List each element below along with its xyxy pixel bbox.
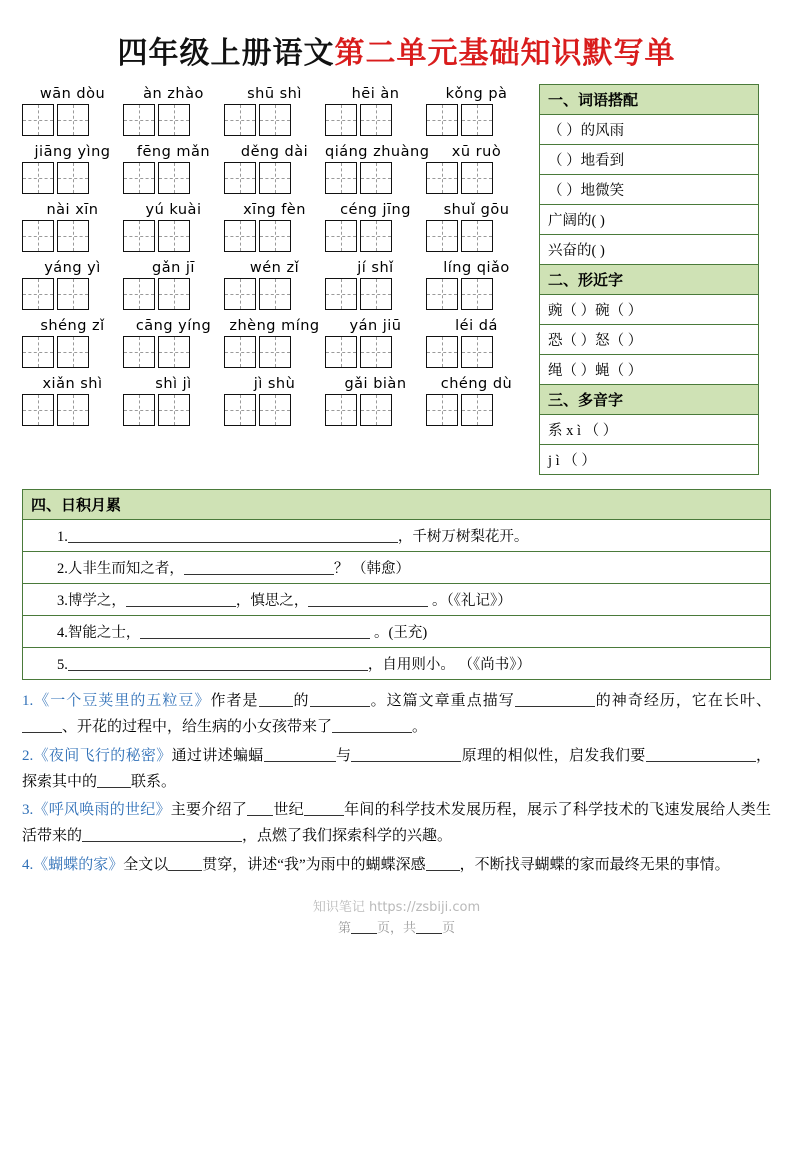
question-text: ，点燃了我们探索科学的兴趣。 — [242, 828, 453, 845]
section1-heading: 一、词语搭配 — [540, 85, 758, 115]
page-title-black: 四年级上册语文 — [117, 37, 335, 70]
accumulation-text: 人非生而知之者， — [67, 561, 184, 577]
pinyin-row — [22, 200, 527, 252]
section1-line[interactable]: （ ）的风雨 — [540, 115, 758, 145]
writing-box[interactable] — [224, 336, 256, 368]
writing-box[interactable] — [224, 394, 256, 426]
question-text: ，探索其中的 — [22, 747, 771, 790]
writing-box[interactable] — [259, 104, 291, 136]
writing-box-group — [426, 104, 527, 136]
accumulation-number: 5. — [57, 657, 68, 673]
writing-box-group — [325, 278, 426, 310]
accumulation-text: 。（《礼记》） — [428, 593, 512, 609]
answer-blank[interactable] — [304, 801, 344, 816]
pinyin-label: xīng fèn — [243, 202, 306, 218]
writing-box[interactable] — [57, 394, 89, 426]
writing-box[interactable] — [158, 162, 190, 194]
writing-box-group — [325, 394, 426, 426]
question-book-title: 《呼风唤雨的世纪》 — [33, 802, 171, 818]
writing-box[interactable] — [158, 104, 190, 136]
accumulation-text: ，自用则小。 （《尚书》） — [367, 657, 531, 673]
writing-box-group — [123, 104, 224, 136]
writing-box[interactable] — [259, 336, 291, 368]
pinyin-label: kǒng pà — [445, 86, 508, 102]
pinyin-label: shì jì — [155, 376, 192, 392]
writing-box[interactable] — [224, 220, 256, 252]
writing-box-row — [22, 394, 527, 426]
pinyin-label: zhèng míng — [229, 318, 320, 334]
pinyin-label: wān dòu — [39, 86, 106, 102]
writing-box[interactable] — [224, 104, 256, 136]
writing-box-group — [22, 104, 123, 136]
answer-blank[interactable] — [515, 692, 595, 707]
pinyin-label: qiáng zhuàng — [325, 144, 430, 160]
answer-blank[interactable] — [259, 692, 293, 707]
accumulation-text: ，慎思之， — [235, 593, 309, 609]
accumulation-number: 4. — [57, 625, 68, 641]
pinyin-label: shuǐ gōu — [443, 202, 510, 218]
writing-box[interactable] — [360, 278, 392, 310]
question-number: 2. — [22, 747, 34, 764]
writing-box[interactable] — [22, 278, 54, 310]
question-item[interactable] — [22, 797, 771, 850]
writing-box[interactable] — [461, 336, 493, 368]
pinyin-label-row — [22, 84, 527, 104]
section2-line[interactable]: 恐（ ）怒（ ） — [540, 325, 758, 355]
accumulation-line[interactable] — [23, 584, 770, 616]
writing-box[interactable] — [123, 394, 155, 426]
writing-box[interactable] — [123, 278, 155, 310]
pinyin-label: àn zhào — [143, 86, 204, 102]
question-book-title: 《夜间飞行的秘密》 — [33, 747, 172, 764]
writing-box[interactable] — [461, 104, 493, 136]
writing-box[interactable] — [22, 220, 54, 252]
page-mid: 页，共 — [376, 919, 416, 935]
pinyin-label-row — [22, 200, 527, 220]
writing-box-group — [22, 220, 123, 252]
section1-line[interactable]: （ ）地看到 — [540, 145, 758, 175]
writing-box[interactable] — [57, 278, 89, 310]
pinyin-label: xū ruò — [451, 144, 502, 160]
answer-blank[interactable] — [247, 801, 273, 816]
writing-box[interactable] — [22, 394, 54, 426]
question-item[interactable] — [22, 852, 771, 878]
writing-box-group — [22, 278, 123, 310]
question-text: 贯穿，讲述“我”为雨中的蝴蝶深感 — [202, 856, 426, 873]
pinyin-label-row — [22, 142, 527, 162]
question-text: 联系。 — [131, 773, 177, 790]
writing-box[interactable] — [360, 336, 392, 368]
writing-box[interactable] — [461, 220, 493, 252]
writing-box-group — [325, 336, 426, 368]
writing-box[interactable] — [360, 162, 392, 194]
answer-blank[interactable] — [140, 624, 370, 639]
question-text: 通过讲述蝙蝠 — [171, 747, 264, 764]
accumulation-text: 智能之士， — [67, 625, 141, 641]
section1-line[interactable]: 广阔的( ) — [540, 205, 758, 235]
writing-box[interactable] — [259, 394, 291, 426]
pinyin-label: fēng mǎn — [136, 144, 211, 160]
writing-box[interactable] — [22, 336, 54, 368]
writing-box-group — [22, 394, 123, 426]
right-sections — [539, 84, 759, 475]
pinyin-label: cāng yíng — [135, 318, 212, 334]
answer-blank[interactable] — [646, 747, 756, 762]
writing-box[interactable] — [461, 394, 493, 426]
writing-box[interactable] — [224, 162, 256, 194]
question-text: 世纪 — [273, 802, 304, 818]
writing-box[interactable] — [325, 162, 357, 194]
accumulation-line[interactable] — [23, 616, 770, 648]
page-title — [0, 28, 793, 72]
writing-box[interactable] — [360, 220, 392, 252]
question-number: 1. — [22, 693, 34, 709]
pinyin-label: léi dá — [455, 318, 498, 334]
question-text: 年间的科学技术发展历程，展示了科学技术的飞速发展给人类生活带来的 — [22, 802, 771, 845]
section3-line[interactable]: j ì （ ） — [548, 453, 596, 469]
question-text: 。 — [412, 719, 428, 736]
pinyin-label: hēi àn — [351, 86, 400, 102]
writing-box[interactable] — [224, 278, 256, 310]
page-prefix: 第 — [337, 919, 351, 935]
writing-box-group — [224, 336, 325, 368]
answer-blank[interactable] — [97, 773, 131, 788]
writing-box[interactable] — [325, 220, 357, 252]
answer-blank[interactable] — [332, 718, 412, 733]
pinyin-label: céng jīng — [340, 202, 411, 218]
answer-blank[interactable] — [426, 856, 460, 871]
writing-box[interactable] — [426, 104, 458, 136]
writing-box[interactable] — [123, 220, 155, 252]
writing-box-row — [22, 104, 527, 136]
writing-box[interactable] — [158, 220, 190, 252]
writing-box[interactable] — [57, 336, 89, 368]
question-text: 原理的相似性，启发我们要 — [461, 747, 646, 764]
writing-box-group — [426, 162, 527, 194]
pinyin-row — [22, 374, 527, 426]
answer-blank[interactable] — [310, 692, 370, 707]
section-word-collocation — [539, 84, 759, 264]
writing-box-group — [426, 220, 527, 252]
writing-box-group — [123, 162, 224, 194]
writing-box[interactable] — [426, 336, 458, 368]
question-list — [22, 688, 771, 878]
writing-box[interactable] — [426, 220, 458, 252]
question-text: 主要介绍了 — [170, 802, 248, 818]
answer-blank[interactable] — [82, 827, 242, 842]
section4-heading: 四、日积月累 — [23, 490, 770, 520]
writing-box-row — [22, 278, 527, 310]
accumulation-text: ，千树万树梨花开。 — [397, 529, 529, 545]
writing-box[interactable] — [123, 162, 155, 194]
pinyin-label: jiāng yìng — [34, 144, 111, 160]
writing-box[interactable] — [360, 104, 392, 136]
pinyin-label: nài xīn — [46, 202, 99, 218]
accumulation-line[interactable] — [23, 520, 770, 552]
main-area — [0, 84, 793, 475]
writing-box-group — [325, 162, 426, 194]
writing-box-row — [22, 162, 527, 194]
writing-box[interactable] — [461, 278, 493, 310]
section-similar-characters — [539, 264, 759, 384]
writing-box-group — [224, 278, 325, 310]
pinyin-label-row — [22, 316, 527, 336]
answer-blank[interactable] — [68, 656, 368, 671]
question-number: 3. — [22, 802, 34, 818]
accumulation-number: 2. — [57, 561, 68, 577]
writing-box-group — [224, 394, 325, 426]
pinyin-label-row — [22, 374, 527, 394]
pinyin-row — [22, 84, 527, 136]
writing-box[interactable] — [325, 394, 357, 426]
writing-box-row — [22, 220, 527, 252]
accumulation-text: 。(王充) — [370, 625, 428, 641]
writing-box-group — [123, 394, 224, 426]
answer-blank[interactable] — [184, 560, 334, 575]
writing-box[interactable] — [259, 162, 291, 194]
writing-box[interactable] — [259, 220, 291, 252]
writing-box[interactable] — [259, 278, 291, 310]
writing-box[interactable] — [158, 336, 190, 368]
writing-box-group — [224, 104, 325, 136]
pinyin-label: yán jiū — [349, 318, 402, 334]
writing-box-group — [426, 394, 527, 426]
question-text: 与 — [335, 747, 352, 764]
section2-line[interactable]: 绳（ ）蝇（ ） — [548, 363, 643, 379]
pinyin-row — [22, 258, 527, 310]
page-title-red: 第二单元基础知识默写单 — [334, 37, 676, 70]
writing-box-group — [325, 220, 426, 252]
pinyin-label: jì shù — [253, 376, 296, 392]
question-item[interactable] — [22, 688, 771, 741]
writing-box-group — [224, 220, 325, 252]
section2-line[interactable]: 豌（ ）碗（ ） — [540, 295, 758, 325]
question-text: 的 — [292, 693, 310, 709]
question-text: 作者是 — [210, 693, 259, 709]
accumulation-text: ？ （韩愈） — [333, 561, 410, 577]
answer-blank[interactable] — [264, 747, 336, 762]
pinyin-label: shū shì — [247, 86, 302, 102]
writing-box[interactable] — [426, 162, 458, 194]
writing-box[interactable] — [360, 394, 392, 426]
worksheet-page — [0, 28, 793, 1150]
writing-box-group — [123, 220, 224, 252]
pinyin-label: wén zǐ — [249, 260, 300, 276]
section3-heading: 三、多音字 — [540, 385, 758, 415]
section2-heading: 二、形近字 — [540, 265, 758, 295]
section3-line[interactable]: 系 x ì （ ） — [540, 415, 758, 445]
question-text: ，不断找寻蝴蝶的家而最终无果的事情。 — [459, 856, 730, 873]
question-number: 4. — [22, 856, 34, 873]
writing-box[interactable] — [123, 104, 155, 136]
answer-blank[interactable] — [308, 592, 428, 607]
pinyin-label: chéng dù — [440, 376, 513, 392]
accumulation-number: 3. — [57, 593, 68, 609]
pinyin-label: jí shǐ — [357, 260, 394, 276]
writing-box-group — [224, 162, 325, 194]
answer-blank[interactable] — [168, 856, 202, 871]
question-text: 全文以 — [123, 856, 169, 873]
writing-box-group — [426, 278, 527, 310]
writing-box-row — [22, 336, 527, 368]
section1-line[interactable]: 兴奋的( ) — [548, 243, 605, 259]
writing-box-group — [426, 336, 527, 368]
writing-box-group — [22, 336, 123, 368]
pinyin-label: xiǎn shì — [42, 376, 103, 392]
pinyin-grid — [22, 84, 527, 432]
question-item[interactable] — [22, 743, 771, 796]
pinyin-label: shéng zǐ — [40, 318, 105, 334]
writing-box-group — [123, 336, 224, 368]
question-book-title: 《蝴蝶的家》 — [33, 856, 124, 873]
writing-box[interactable] — [158, 278, 190, 310]
writing-box-group — [22, 162, 123, 194]
answer-blank[interactable] — [126, 592, 236, 607]
pinyin-label: gǎn jī — [152, 260, 195, 276]
question-book-title: 《一个豆荚里的五粒豆》 — [33, 693, 211, 709]
writing-box[interactable] — [426, 278, 458, 310]
pinyin-label-row — [22, 258, 527, 278]
writing-box[interactable] — [57, 220, 89, 252]
writing-box[interactable] — [123, 336, 155, 368]
writing-box-group — [123, 278, 224, 310]
writing-box[interactable] — [57, 104, 89, 136]
question-text: 。这篇文章重点描写 — [369, 693, 515, 709]
accumulation-number: 1. — [57, 529, 68, 545]
answer-blank[interactable] — [351, 747, 461, 762]
watermark: 知识笔记 https://zsbiji.com — [312, 899, 481, 915]
answer-blank[interactable] — [22, 718, 62, 733]
writing-box[interactable] — [57, 162, 89, 194]
writing-box[interactable] — [325, 336, 357, 368]
section1-line[interactable]: （ ）地微笑 — [540, 175, 758, 205]
accumulation-text: 博学之， — [67, 593, 126, 609]
pinyin-label: yú kuài — [145, 202, 202, 218]
section-polyphonic-characters — [539, 384, 759, 475]
writing-box[interactable] — [158, 394, 190, 426]
pinyin-row — [22, 142, 527, 194]
writing-box[interactable] — [22, 162, 54, 194]
section-daily-accumulation — [22, 489, 771, 680]
answer-blank[interactable] — [68, 528, 398, 543]
pinyin-label: děng dài — [240, 144, 309, 160]
writing-box-group — [325, 104, 426, 136]
question-text: 、开花的过程中，给生病的小女孩带来了 — [62, 719, 333, 736]
accumulation-line[interactable] — [23, 552, 770, 584]
writing-box[interactable] — [426, 394, 458, 426]
writing-box[interactable] — [325, 104, 357, 136]
writing-box[interactable] — [325, 278, 357, 310]
page-suffix: 页 — [442, 919, 456, 935]
writing-box[interactable] — [22, 104, 54, 136]
page-footer — [0, 917, 793, 936]
accumulation-line[interactable] — [23, 648, 770, 679]
pinyin-row — [22, 316, 527, 368]
pinyin-label: líng qiǎo — [443, 260, 510, 276]
writing-box[interactable] — [461, 162, 493, 194]
pinyin-label: gǎi biàn — [344, 376, 407, 392]
question-text: 的神奇经历，它在长叶、 — [594, 693, 771, 709]
pinyin-label: yáng yì — [44, 260, 101, 276]
